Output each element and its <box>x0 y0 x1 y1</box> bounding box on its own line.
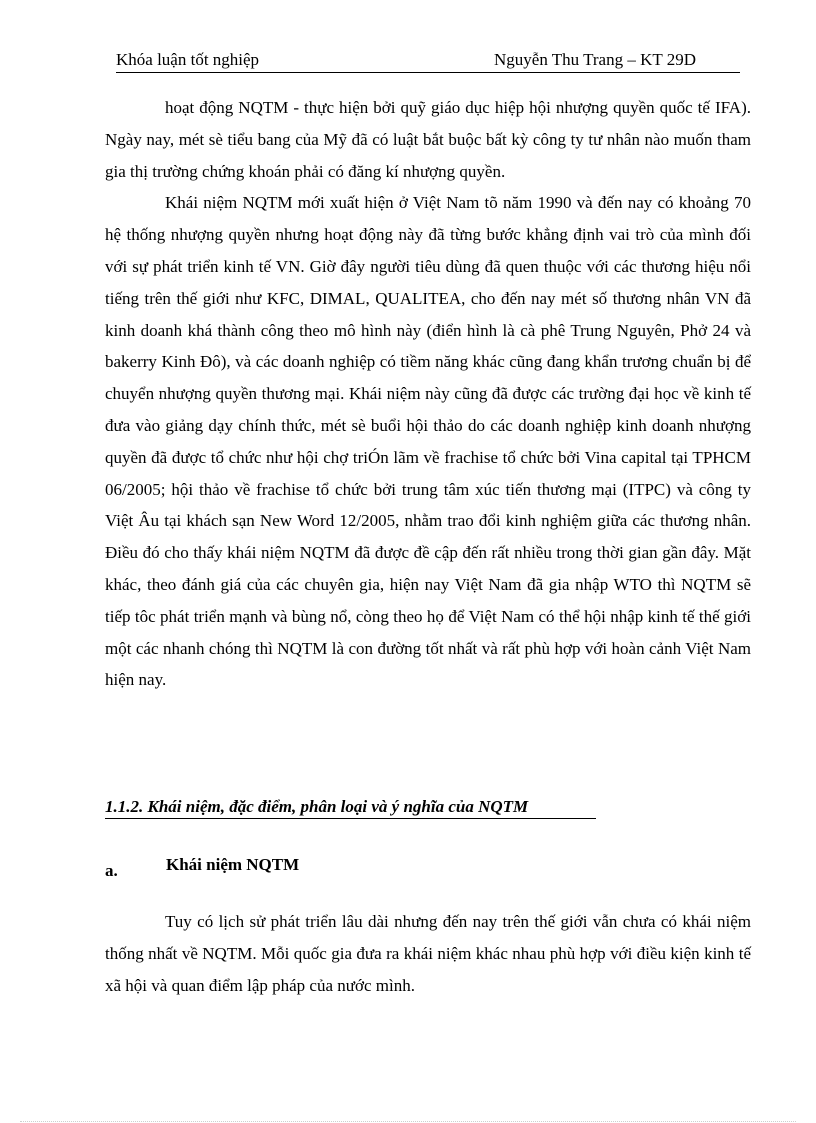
paragraph-ifa: hoạt động NQTM - thực hiện bởi quỹ giáo dục hiệp hội nhượng quyền quốc tế IFA). Ngày nay, mét sè tiểu bang của Mỹ đã có luật bắt buộc bất kỳ công ty tư nhân nào muốn tham gia thị trường chứng khoán phải có đăng kí nhượng quyền. <box>105 98 751 181</box>
subsection-marker: a. <box>105 861 118 880</box>
page-header <box>116 46 740 73</box>
subsection-title: Khái niệm NQTM <box>166 855 300 874</box>
body-text-2 <box>105 906 751 1001</box>
header-author: Nguyễn Thu Trang – KT 29D <box>494 50 696 69</box>
paragraph-definition: Tuy có lịch sử phát triển lâu dài nhưng đến nay trên thế giới vẫn chưa có khái niệm thống nhất về NQTM. Mỗi quốc gia đưa ra khái niệm khác nhau phù hợp với điều kiện kinh tế xã hội và quan điểm lập pháp của nước mình. <box>105 912 751 995</box>
section-heading: 1.1.2. Khái niệm, đặc điểm, phân loại và ý nghĩa của NQTM <box>105 797 596 819</box>
body-text <box>105 92 751 696</box>
page-bottom-divider <box>20 1121 796 1122</box>
header-thesis-label: Khóa luận tốt nghiệp <box>116 50 260 69</box>
subsection-heading <box>105 855 705 885</box>
paragraph-nqtm-vietnam: Khái niệm NQTM mới xuất hiện ở Việt Nam tõ năm 1990 và đến nay có khoảng 70 hệ thống nhượng quyền nhưng hoạt động này đã từng bước khẳng định vai trò của mình đối với sự phát triển kinh tế VN. Giờ đây người tiêu dùng đã quen thuộc với các thương hiệu nổi tiếng trên thế giới như KFC, DIMAL, QUALITEA, cho đến nay mét số thương nhân VN đã kinh doanh khá thành công theo mô hình này (điển hình là cà phê Trung Nguyên, Phở 24 và bakerry Kinh Đô), và các doanh nghiệp có tiềm năng khác cũng đang khẩn trương chuẩn bị để chuyển nhượng quyền thương mại. Khái niệm này cũng đã được các trường đại học về kinh tế đưa vào giảng dạy chính thức, mét sè buổi hội thảo do các doanh nghiệp kinh doanh nhượng quyền đã được tổ chức như hội chợ triÓn lãm về frachise tổ chức bởi Vina capital tại TPHCM 06/2005; hội thảo về frachise tổ chức bởi trung tâm xúc tiến thương mại (ITPC) và công ty Việt Âu tại khách sạn New Word 12/2005, nhằm trao đổi kinh nghiệm giữa các thương nhân. Điều đó cho thấy khái niệm NQTM đã được đề cập đến rất nhiều trong thời gian gần đây. Mặt khác, theo đánh giá của các chuyên gia, hiện nay Việt Nam đã gia nhập WTO thì NQTM sẽ tiếp tôc phát triển mạnh và bùng nổ, còng theo họ để Việt Nam có thể hội nhập kinh tế thế giới một các nhanh chóng thì NQTM là con đường tốt nhất và rất phù hợp với hoàn cảnh Việt Nam hiện nay. <box>105 193 751 690</box>
